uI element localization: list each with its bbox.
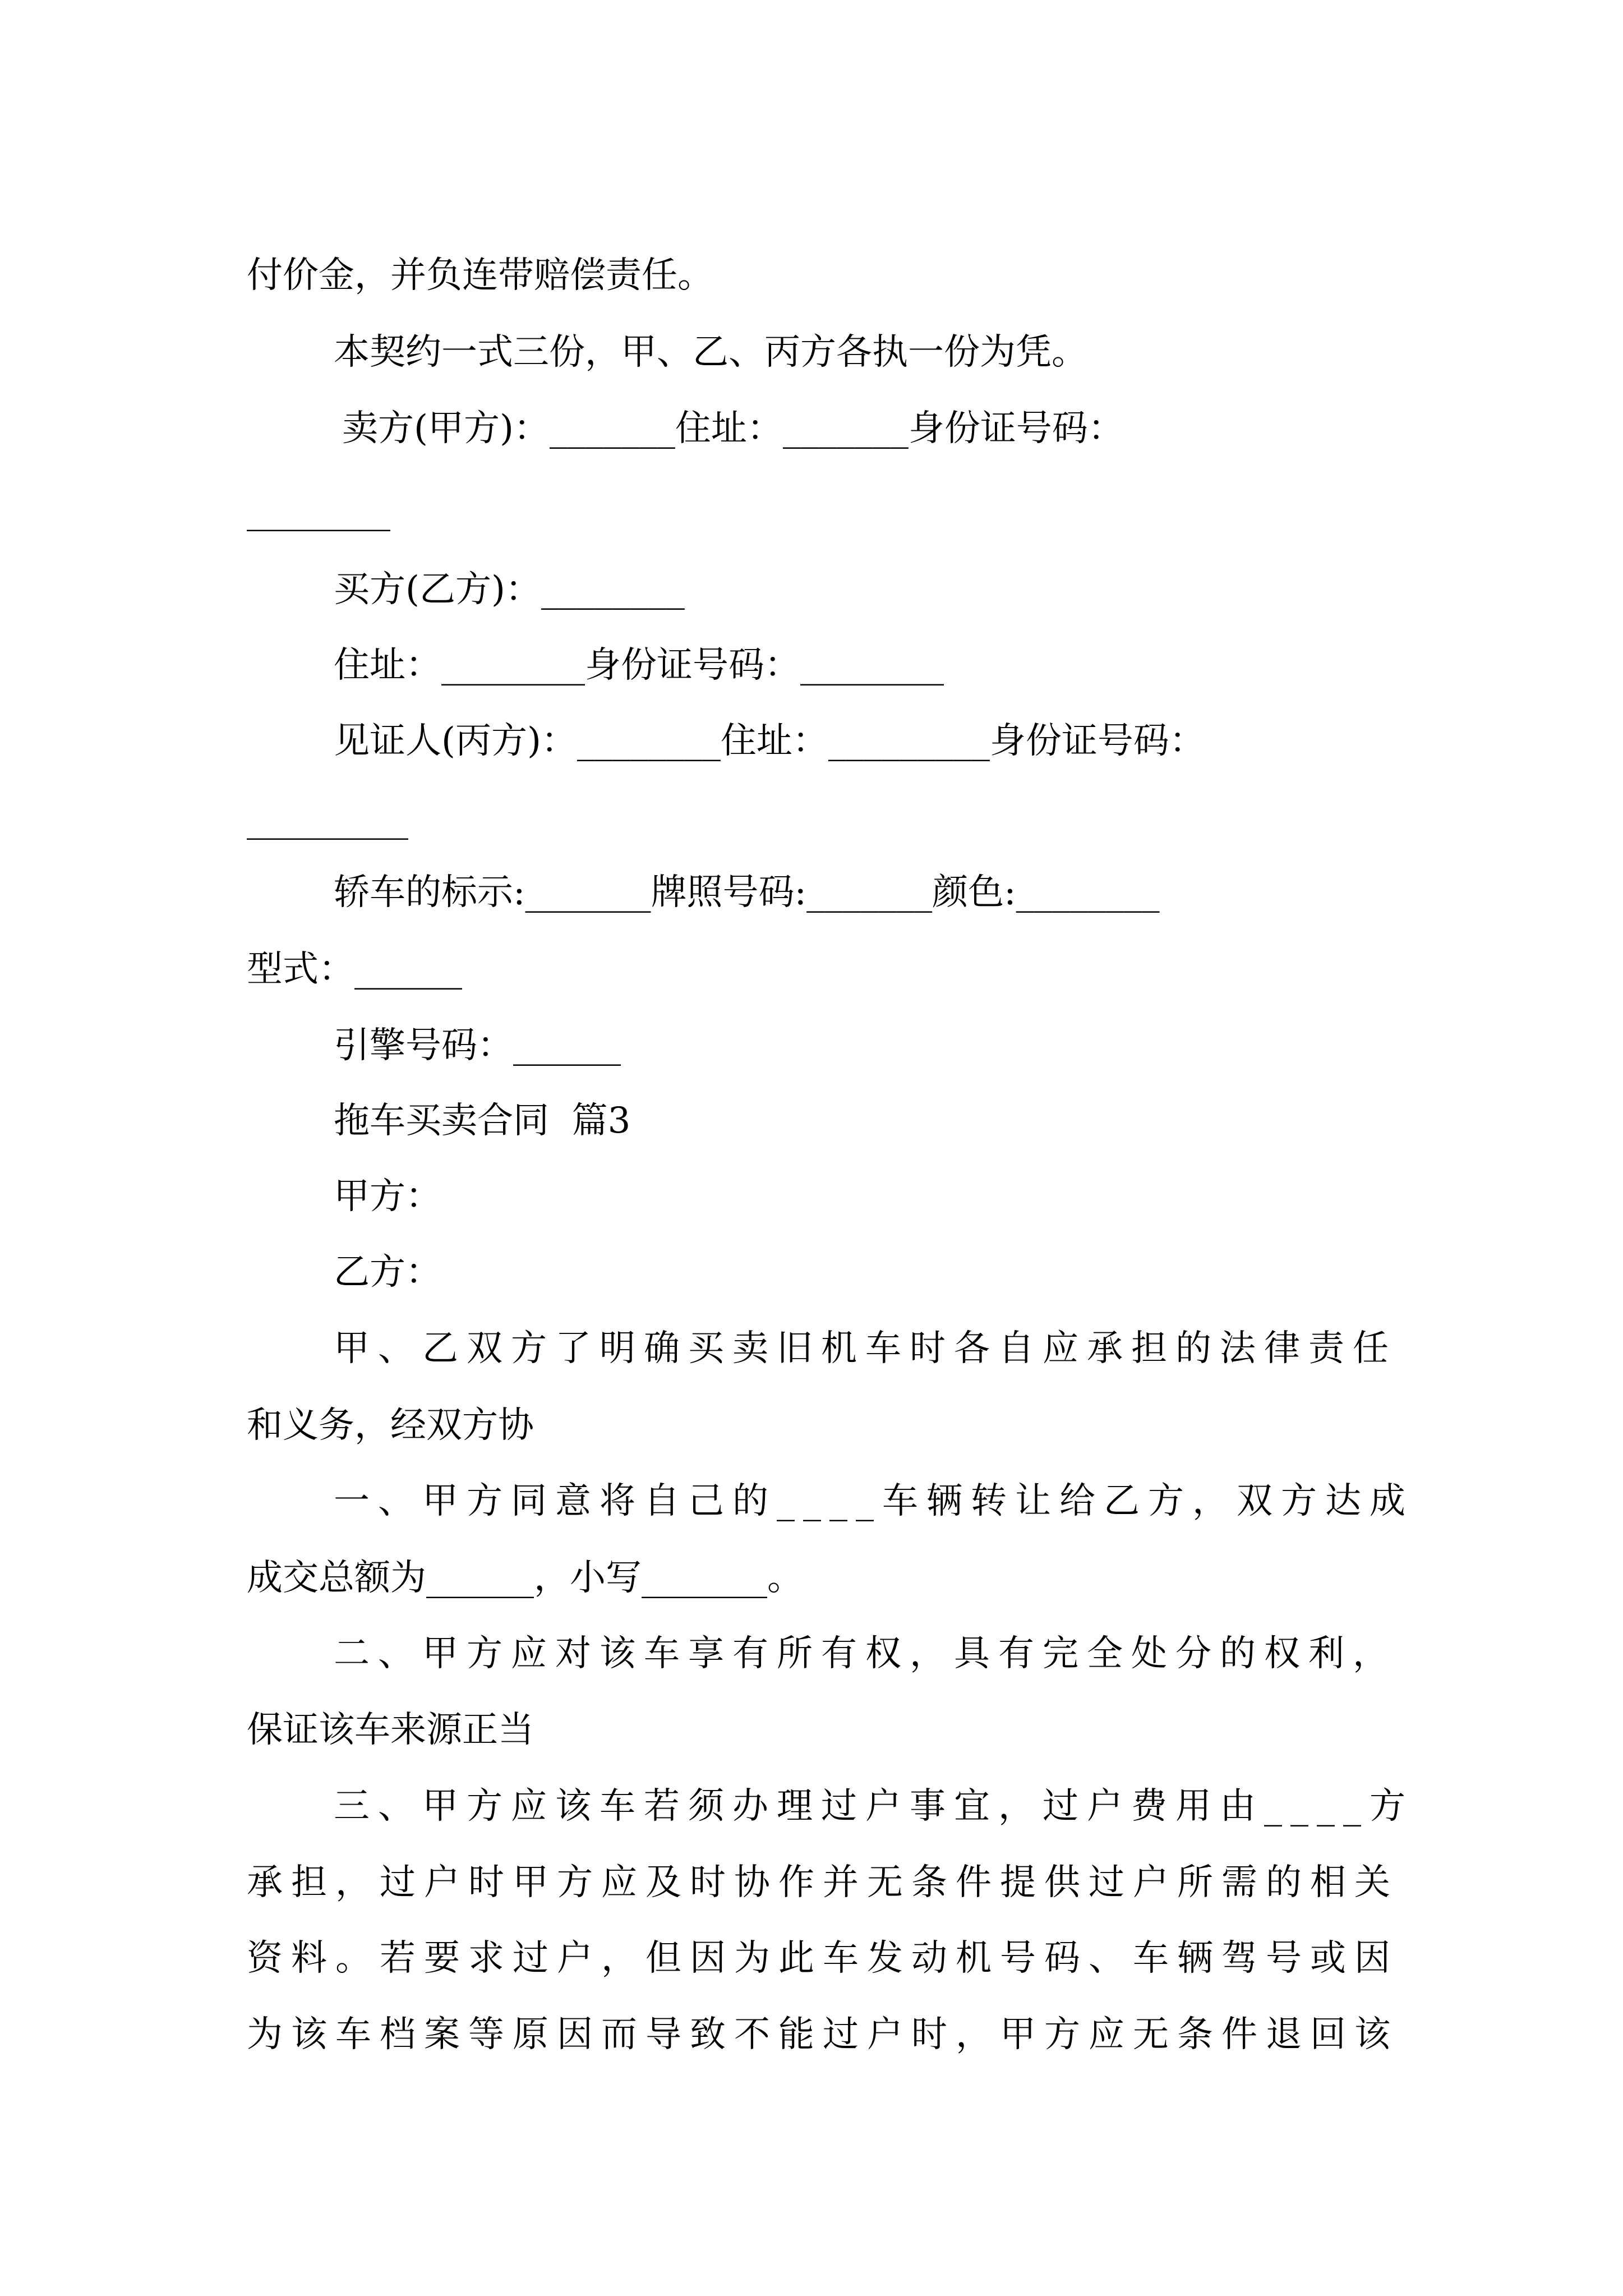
paragraph-line: 资料。若要求过户，但因为此车发动机号码、车辆驾号或因: [247, 1938, 1399, 1979]
form-field-line: 卖方(甲方)：_______住址：_______身份证号码：: [342, 408, 1124, 449]
form-field-line: 住址：________身份证号码：________: [334, 645, 944, 686]
paragraph-line: 本契约一式三份，甲、乙、丙方各执一份为凭。: [334, 332, 1087, 373]
paragraph-line: 和义务，经双方协: [247, 1405, 534, 1446]
party-label: 乙方：: [334, 1251, 441, 1293]
form-field-line: 型式：______: [247, 949, 462, 990]
paragraph-line: 甲、乙双方了明确买卖旧机车时各自应承担的法律责任: [334, 1328, 1397, 1369]
form-field-line: 买方(乙方)：________: [334, 569, 685, 610]
paragraph-line: 承担，过户时甲方应及时协作并无条件提供过户所需的相关: [247, 1862, 1399, 1903]
form-field-line: _________: [247, 799, 408, 840]
form-field-line: 引擎号码：______: [334, 1025, 621, 1066]
form-field-line: ________: [247, 490, 390, 532]
party-label: 甲方：: [334, 1176, 441, 1217]
paragraph-line: 为该车档案等原因而导致不能过户时，甲方应无条件退回该: [247, 2014, 1399, 2055]
paragraph-line: 付价金，并负连带赔偿责任。: [247, 255, 713, 296]
form-field-line: 见证人(丙方)：________住址：_________身份证号码：: [334, 720, 1205, 762]
paragraph-line: 保证该车来源正当: [247, 1709, 534, 1751]
paragraph-line: 成交总额为______，小写_______。: [247, 1557, 803, 1599]
paragraph-line: 二、甲方应对该车享有所有权，具有完全处分的权利，: [334, 1633, 1397, 1674]
section-title: 拖车买卖合同 篇3: [334, 1100, 631, 1142]
form-field-line: 轿车的标示:_______牌照号码:_______颜色:________: [334, 872, 1160, 913]
paragraph-line: 一、甲方同意将自己的____车辆转让给乙方，双方达成: [334, 1480, 1414, 1522]
paragraph-line: 三、甲方应该车若须办理过户事宜，过户费用由____方: [334, 1786, 1414, 1827]
